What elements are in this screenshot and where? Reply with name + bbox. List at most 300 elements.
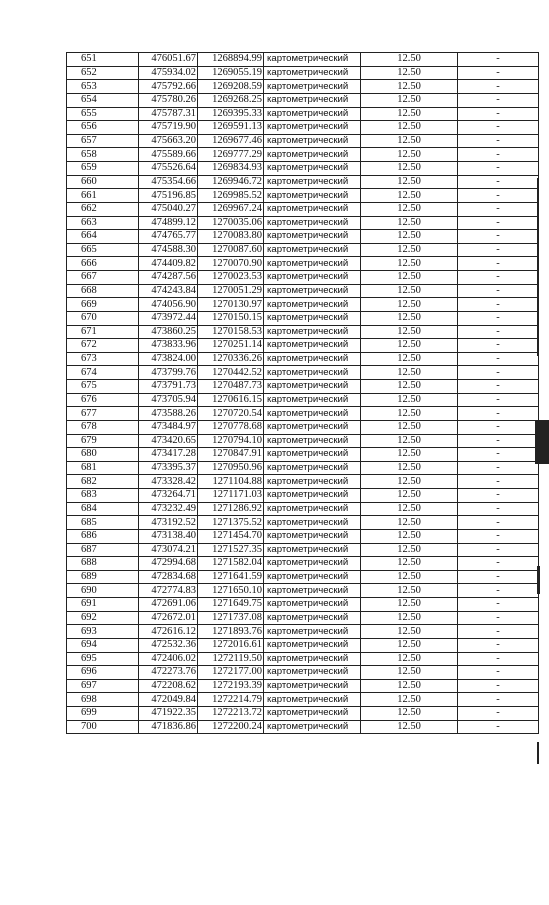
method-cell: картометрический (264, 679, 361, 693)
point-number-cell: 681 (67, 461, 139, 475)
description-cell: - (458, 475, 539, 489)
method-cell: картометрический (264, 216, 361, 230)
accuracy-cell: 12.50 (361, 148, 458, 162)
point-number-cell: 691 (67, 598, 139, 612)
description-cell: - (458, 53, 539, 67)
table-row (67, 625, 539, 639)
description-cell: - (458, 366, 539, 380)
scan-edge-mark (537, 178, 539, 356)
x-coordinate-cell: 473420.65 (139, 434, 198, 448)
x-coordinate-cell: 471836.86 (139, 720, 198, 734)
description-cell: - (458, 93, 539, 107)
method-cell: картометрический (264, 611, 361, 625)
y-coordinate-cell: 1269395.33 (198, 107, 264, 121)
description-cell: - (458, 175, 539, 189)
y-coordinate-cell: 1269985.52 (198, 189, 264, 203)
table-row (67, 720, 539, 734)
accuracy-cell: 12.50 (361, 230, 458, 244)
table-row (67, 202, 539, 216)
method-cell: картометрический (264, 230, 361, 244)
point-number-cell: 688 (67, 557, 139, 571)
x-coordinate-cell: 472532.36 (139, 638, 198, 652)
method-cell: картометрический (264, 53, 361, 67)
table-row (67, 407, 539, 421)
accuracy-cell: 12.50 (361, 638, 458, 652)
x-coordinate-cell: 476051.67 (139, 53, 198, 67)
table-row (67, 652, 539, 666)
table-row (67, 230, 539, 244)
accuracy-cell: 12.50 (361, 489, 458, 503)
accuracy-cell: 12.50 (361, 311, 458, 325)
accuracy-cell: 12.50 (361, 257, 458, 271)
accuracy-cell: 12.50 (361, 393, 458, 407)
x-coordinate-cell: 473705.94 (139, 393, 198, 407)
accuracy-cell: 12.50 (361, 175, 458, 189)
description-cell: - (458, 720, 539, 734)
point-number-cell: 693 (67, 625, 139, 639)
description-cell: - (458, 311, 539, 325)
x-coordinate-cell: 473484.97 (139, 420, 198, 434)
accuracy-cell: 12.50 (361, 216, 458, 230)
table-row (67, 638, 539, 652)
table-row (67, 148, 539, 162)
description-cell: - (458, 148, 539, 162)
y-coordinate-cell: 1270070.90 (198, 257, 264, 271)
method-cell: картометрический (264, 584, 361, 598)
accuracy-cell: 12.50 (361, 720, 458, 734)
accuracy-cell: 12.50 (361, 693, 458, 707)
table-row (67, 366, 539, 380)
table-row (67, 80, 539, 94)
method-cell: картометрический (264, 134, 361, 148)
y-coordinate-cell: 1272193.39 (198, 679, 264, 693)
x-coordinate-cell: 473138.40 (139, 529, 198, 543)
method-cell: картометрический (264, 434, 361, 448)
table-row (67, 311, 539, 325)
y-coordinate-cell: 1271650.10 (198, 584, 264, 598)
table-row (67, 189, 539, 203)
description-cell: - (458, 284, 539, 298)
accuracy-cell: 12.50 (361, 134, 458, 148)
x-coordinate-cell: 474409.82 (139, 257, 198, 271)
description-cell: - (458, 666, 539, 680)
accuracy-cell: 12.50 (361, 529, 458, 543)
point-number-cell: 653 (67, 80, 139, 94)
description-cell: - (458, 134, 539, 148)
accuracy-cell: 12.50 (361, 202, 458, 216)
y-coordinate-cell: 1270336.26 (198, 352, 264, 366)
accuracy-cell: 12.50 (361, 243, 458, 257)
y-coordinate-cell: 1270035.06 (198, 216, 264, 230)
accuracy-cell: 12.50 (361, 570, 458, 584)
point-number-cell: 700 (67, 720, 139, 734)
point-number-cell: 656 (67, 121, 139, 135)
point-number-cell: 682 (67, 475, 139, 489)
point-number-cell: 674 (67, 366, 139, 380)
y-coordinate-cell: 1272119.50 (198, 652, 264, 666)
table-row (67, 584, 539, 598)
x-coordinate-cell: 472834.68 (139, 570, 198, 584)
x-coordinate-cell: 475040.27 (139, 202, 198, 216)
method-cell: картометрический (264, 380, 361, 394)
y-coordinate-cell: 1269677.46 (198, 134, 264, 148)
table-row (67, 543, 539, 557)
y-coordinate-cell: 1269946.72 (198, 175, 264, 189)
accuracy-cell: 12.50 (361, 53, 458, 67)
table-row (67, 489, 539, 503)
method-cell: картометрический (264, 175, 361, 189)
point-number-cell: 668 (67, 284, 139, 298)
point-number-cell: 679 (67, 434, 139, 448)
point-number-cell: 677 (67, 407, 139, 421)
method-cell: картометрический (264, 407, 361, 421)
x-coordinate-cell: 473192.52 (139, 516, 198, 530)
accuracy-cell: 12.50 (361, 339, 458, 353)
point-number-cell: 665 (67, 243, 139, 257)
table-row (67, 66, 539, 80)
description-cell: - (458, 352, 539, 366)
method-cell: картометрический (264, 189, 361, 203)
method-cell: картометрический (264, 243, 361, 257)
point-number-cell: 699 (67, 707, 139, 721)
method-cell: картометрический (264, 543, 361, 557)
description-cell: - (458, 380, 539, 394)
point-number-cell: 663 (67, 216, 139, 230)
x-coordinate-cell: 474899.12 (139, 216, 198, 230)
x-coordinate-cell: 473417.28 (139, 448, 198, 462)
description-cell: - (458, 543, 539, 557)
point-number-cell: 659 (67, 162, 139, 176)
x-coordinate-cell: 472774.83 (139, 584, 198, 598)
method-cell: картометрический (264, 448, 361, 462)
description-cell: - (458, 502, 539, 516)
point-number-cell: 675 (67, 380, 139, 394)
method-cell: картометрический (264, 625, 361, 639)
y-coordinate-cell: 1271893.76 (198, 625, 264, 639)
y-coordinate-cell: 1270023.53 (198, 271, 264, 285)
table-row (67, 516, 539, 530)
method-cell: картометрический (264, 570, 361, 584)
y-coordinate-cell: 1271454.70 (198, 529, 264, 543)
point-number-cell: 694 (67, 638, 139, 652)
description-cell: - (458, 584, 539, 598)
method-cell: картометрический (264, 93, 361, 107)
method-cell: картометрический (264, 311, 361, 325)
description-cell: - (458, 707, 539, 721)
x-coordinate-cell: 475934.02 (139, 66, 198, 80)
table-row (67, 243, 539, 257)
point-number-cell: 684 (67, 502, 139, 516)
point-number-cell: 655 (67, 107, 139, 121)
accuracy-cell: 12.50 (361, 502, 458, 516)
point-number-cell: 686 (67, 529, 139, 543)
accuracy-cell: 12.50 (361, 625, 458, 639)
y-coordinate-cell: 1272213.72 (198, 707, 264, 721)
point-number-cell: 698 (67, 693, 139, 707)
method-cell: картометрический (264, 652, 361, 666)
y-coordinate-cell: 1271737.08 (198, 611, 264, 625)
point-number-cell: 666 (67, 257, 139, 271)
point-number-cell: 683 (67, 489, 139, 503)
point-number-cell: 658 (67, 148, 139, 162)
method-cell: картометрический (264, 339, 361, 353)
x-coordinate-cell: 472672.01 (139, 611, 198, 625)
accuracy-cell: 12.50 (361, 652, 458, 666)
y-coordinate-cell: 1271641.59 (198, 570, 264, 584)
x-coordinate-cell: 472994.68 (139, 557, 198, 571)
description-cell: - (458, 80, 539, 94)
point-number-cell: 685 (67, 516, 139, 530)
method-cell: картометрический (264, 502, 361, 516)
accuracy-cell: 12.50 (361, 516, 458, 530)
point-number-cell: 692 (67, 611, 139, 625)
y-coordinate-cell: 1270158.53 (198, 325, 264, 339)
description-cell: - (458, 570, 539, 584)
x-coordinate-cell: 473395.37 (139, 461, 198, 475)
y-coordinate-cell: 1270051.29 (198, 284, 264, 298)
description-cell: - (458, 611, 539, 625)
x-coordinate-cell: 471922.35 (139, 707, 198, 721)
method-cell: картометрический (264, 393, 361, 407)
accuracy-cell: 12.50 (361, 679, 458, 693)
y-coordinate-cell: 1270130.97 (198, 298, 264, 312)
table-row (67, 529, 539, 543)
point-number-cell: 660 (67, 175, 139, 189)
y-coordinate-cell: 1270778.68 (198, 420, 264, 434)
description-cell: - (458, 107, 539, 121)
x-coordinate-cell: 475526.64 (139, 162, 198, 176)
point-number-cell: 651 (67, 53, 139, 67)
x-coordinate-cell: 473972.44 (139, 311, 198, 325)
description-cell: - (458, 557, 539, 571)
y-coordinate-cell: 1271171.03 (198, 489, 264, 503)
x-coordinate-cell: 472406.02 (139, 652, 198, 666)
description-cell: - (458, 216, 539, 230)
table-row (67, 448, 539, 462)
accuracy-cell: 12.50 (361, 162, 458, 176)
point-number-cell: 690 (67, 584, 139, 598)
x-coordinate-cell: 473791.73 (139, 380, 198, 394)
y-coordinate-cell: 1270487.73 (198, 380, 264, 394)
description-cell: - (458, 325, 539, 339)
accuracy-cell: 12.50 (361, 707, 458, 721)
accuracy-cell: 12.50 (361, 666, 458, 680)
accuracy-cell: 12.50 (361, 380, 458, 394)
method-cell: картометрический (264, 720, 361, 734)
accuracy-cell: 12.50 (361, 66, 458, 80)
description-cell: - (458, 693, 539, 707)
table-row (67, 134, 539, 148)
accuracy-cell: 12.50 (361, 284, 458, 298)
y-coordinate-cell: 1270950.96 (198, 461, 264, 475)
accuracy-cell: 12.50 (361, 598, 458, 612)
point-number-cell: 689 (67, 570, 139, 584)
description-cell: - (458, 202, 539, 216)
table-row (67, 216, 539, 230)
table-row (67, 93, 539, 107)
x-coordinate-cell: 472616.12 (139, 625, 198, 639)
accuracy-cell: 12.50 (361, 107, 458, 121)
point-number-cell: 678 (67, 420, 139, 434)
x-coordinate-cell: 473232.49 (139, 502, 198, 516)
method-cell: картометрический (264, 420, 361, 434)
x-coordinate-cell: 475787.31 (139, 107, 198, 121)
y-coordinate-cell: 1269055.19 (198, 66, 264, 80)
point-number-cell: 697 (67, 679, 139, 693)
method-cell: картометрический (264, 557, 361, 571)
point-number-cell: 695 (67, 652, 139, 666)
y-coordinate-cell: 1269591.13 (198, 121, 264, 135)
accuracy-cell: 12.50 (361, 461, 458, 475)
description-cell: - (458, 489, 539, 503)
method-cell: картометрический (264, 352, 361, 366)
y-coordinate-cell: 1270150.15 (198, 311, 264, 325)
description-cell: - (458, 434, 539, 448)
method-cell: картометрический (264, 516, 361, 530)
x-coordinate-cell: 474588.30 (139, 243, 198, 257)
accuracy-cell: 12.50 (361, 121, 458, 135)
description-cell: - (458, 298, 539, 312)
x-coordinate-cell: 472208.62 (139, 679, 198, 693)
accuracy-cell: 12.50 (361, 448, 458, 462)
description-cell: - (458, 516, 539, 530)
y-coordinate-cell: 1270794.10 (198, 434, 264, 448)
y-coordinate-cell: 1272200.24 (198, 720, 264, 734)
table-row (67, 611, 539, 625)
method-cell: картометрический (264, 162, 361, 176)
method-cell: картометрический (264, 666, 361, 680)
description-cell: - (458, 257, 539, 271)
table-row (67, 352, 539, 366)
table-row (67, 598, 539, 612)
description-cell: - (458, 393, 539, 407)
y-coordinate-cell: 1269208.59 (198, 80, 264, 94)
method-cell: картометрический (264, 707, 361, 721)
accuracy-cell: 12.50 (361, 80, 458, 94)
accuracy-cell: 12.50 (361, 584, 458, 598)
description-cell: - (458, 529, 539, 543)
y-coordinate-cell: 1272177.00 (198, 666, 264, 680)
table-row (67, 707, 539, 721)
point-number-cell: 664 (67, 230, 139, 244)
method-cell: картометрический (264, 148, 361, 162)
table-row (67, 107, 539, 121)
method-cell: картометрический (264, 107, 361, 121)
method-cell: картометрический (264, 598, 361, 612)
point-number-cell: 667 (67, 271, 139, 285)
scan-edge-block (535, 420, 549, 464)
table-row (67, 693, 539, 707)
x-coordinate-cell: 474287.56 (139, 271, 198, 285)
method-cell: картометрический (264, 271, 361, 285)
x-coordinate-cell: 475196.85 (139, 189, 198, 203)
y-coordinate-cell: 1272016.61 (198, 638, 264, 652)
x-coordinate-cell: 473074.21 (139, 543, 198, 557)
y-coordinate-cell: 1271375.52 (198, 516, 264, 530)
y-coordinate-cell: 1270442.52 (198, 366, 264, 380)
table-row (67, 557, 539, 571)
x-coordinate-cell: 473264.71 (139, 489, 198, 503)
description-cell: - (458, 271, 539, 285)
x-coordinate-cell: 475589.66 (139, 148, 198, 162)
x-coordinate-cell: 474243.84 (139, 284, 198, 298)
method-cell: картометрический (264, 257, 361, 271)
method-cell: картометрический (264, 121, 361, 135)
table-row (67, 325, 539, 339)
description-cell: - (458, 162, 539, 176)
table-row (67, 53, 539, 67)
x-coordinate-cell: 474056.90 (139, 298, 198, 312)
table-row (67, 121, 539, 135)
x-coordinate-cell: 475792.66 (139, 80, 198, 94)
description-cell: - (458, 189, 539, 203)
description-cell: - (458, 448, 539, 462)
table-row (67, 570, 539, 584)
x-coordinate-cell: 475780.26 (139, 93, 198, 107)
x-coordinate-cell: 473588.26 (139, 407, 198, 421)
description-cell: - (458, 230, 539, 244)
x-coordinate-cell: 475354.66 (139, 175, 198, 189)
method-cell: картометрический (264, 693, 361, 707)
method-cell: картометрический (264, 366, 361, 380)
method-cell: картометрический (264, 638, 361, 652)
y-coordinate-cell: 1271286.92 (198, 502, 264, 516)
x-coordinate-cell: 474765.77 (139, 230, 198, 244)
point-number-cell: 670 (67, 311, 139, 325)
x-coordinate-cell: 472273.76 (139, 666, 198, 680)
table-row (67, 475, 539, 489)
accuracy-cell: 12.50 (361, 189, 458, 203)
x-coordinate-cell: 475663.20 (139, 134, 198, 148)
accuracy-cell: 12.50 (361, 298, 458, 312)
coordinates-table (66, 52, 539, 734)
y-coordinate-cell: 1271582.04 (198, 557, 264, 571)
y-coordinate-cell: 1270847.91 (198, 448, 264, 462)
x-coordinate-cell: 475719.90 (139, 121, 198, 135)
method-cell: картометрический (264, 325, 361, 339)
method-cell: картометрический (264, 66, 361, 80)
y-coordinate-cell: 1272214.79 (198, 693, 264, 707)
table-row (67, 380, 539, 394)
accuracy-cell: 12.50 (361, 271, 458, 285)
table-row (67, 339, 539, 353)
y-coordinate-cell: 1271527.35 (198, 543, 264, 557)
point-number-cell: 671 (67, 325, 139, 339)
point-number-cell: 657 (67, 134, 139, 148)
point-number-cell: 680 (67, 448, 139, 462)
method-cell: картометрический (264, 298, 361, 312)
table-row (67, 175, 539, 189)
method-cell: картометрический (264, 529, 361, 543)
x-coordinate-cell: 472049.84 (139, 693, 198, 707)
accuracy-cell: 12.50 (361, 475, 458, 489)
table-row (67, 420, 539, 434)
y-coordinate-cell: 1268894.99 (198, 53, 264, 67)
method-cell: картометрический (264, 202, 361, 216)
description-cell: - (458, 638, 539, 652)
y-coordinate-cell: 1271104.88 (198, 475, 264, 489)
accuracy-cell: 12.50 (361, 420, 458, 434)
y-coordinate-cell: 1271649.75 (198, 598, 264, 612)
method-cell: картометрический (264, 461, 361, 475)
accuracy-cell: 12.50 (361, 325, 458, 339)
table-row (67, 666, 539, 680)
table-row (67, 502, 539, 516)
y-coordinate-cell: 1270083.80 (198, 230, 264, 244)
x-coordinate-cell: 473799.76 (139, 366, 198, 380)
y-coordinate-cell: 1270720.54 (198, 407, 264, 421)
table-row (67, 393, 539, 407)
